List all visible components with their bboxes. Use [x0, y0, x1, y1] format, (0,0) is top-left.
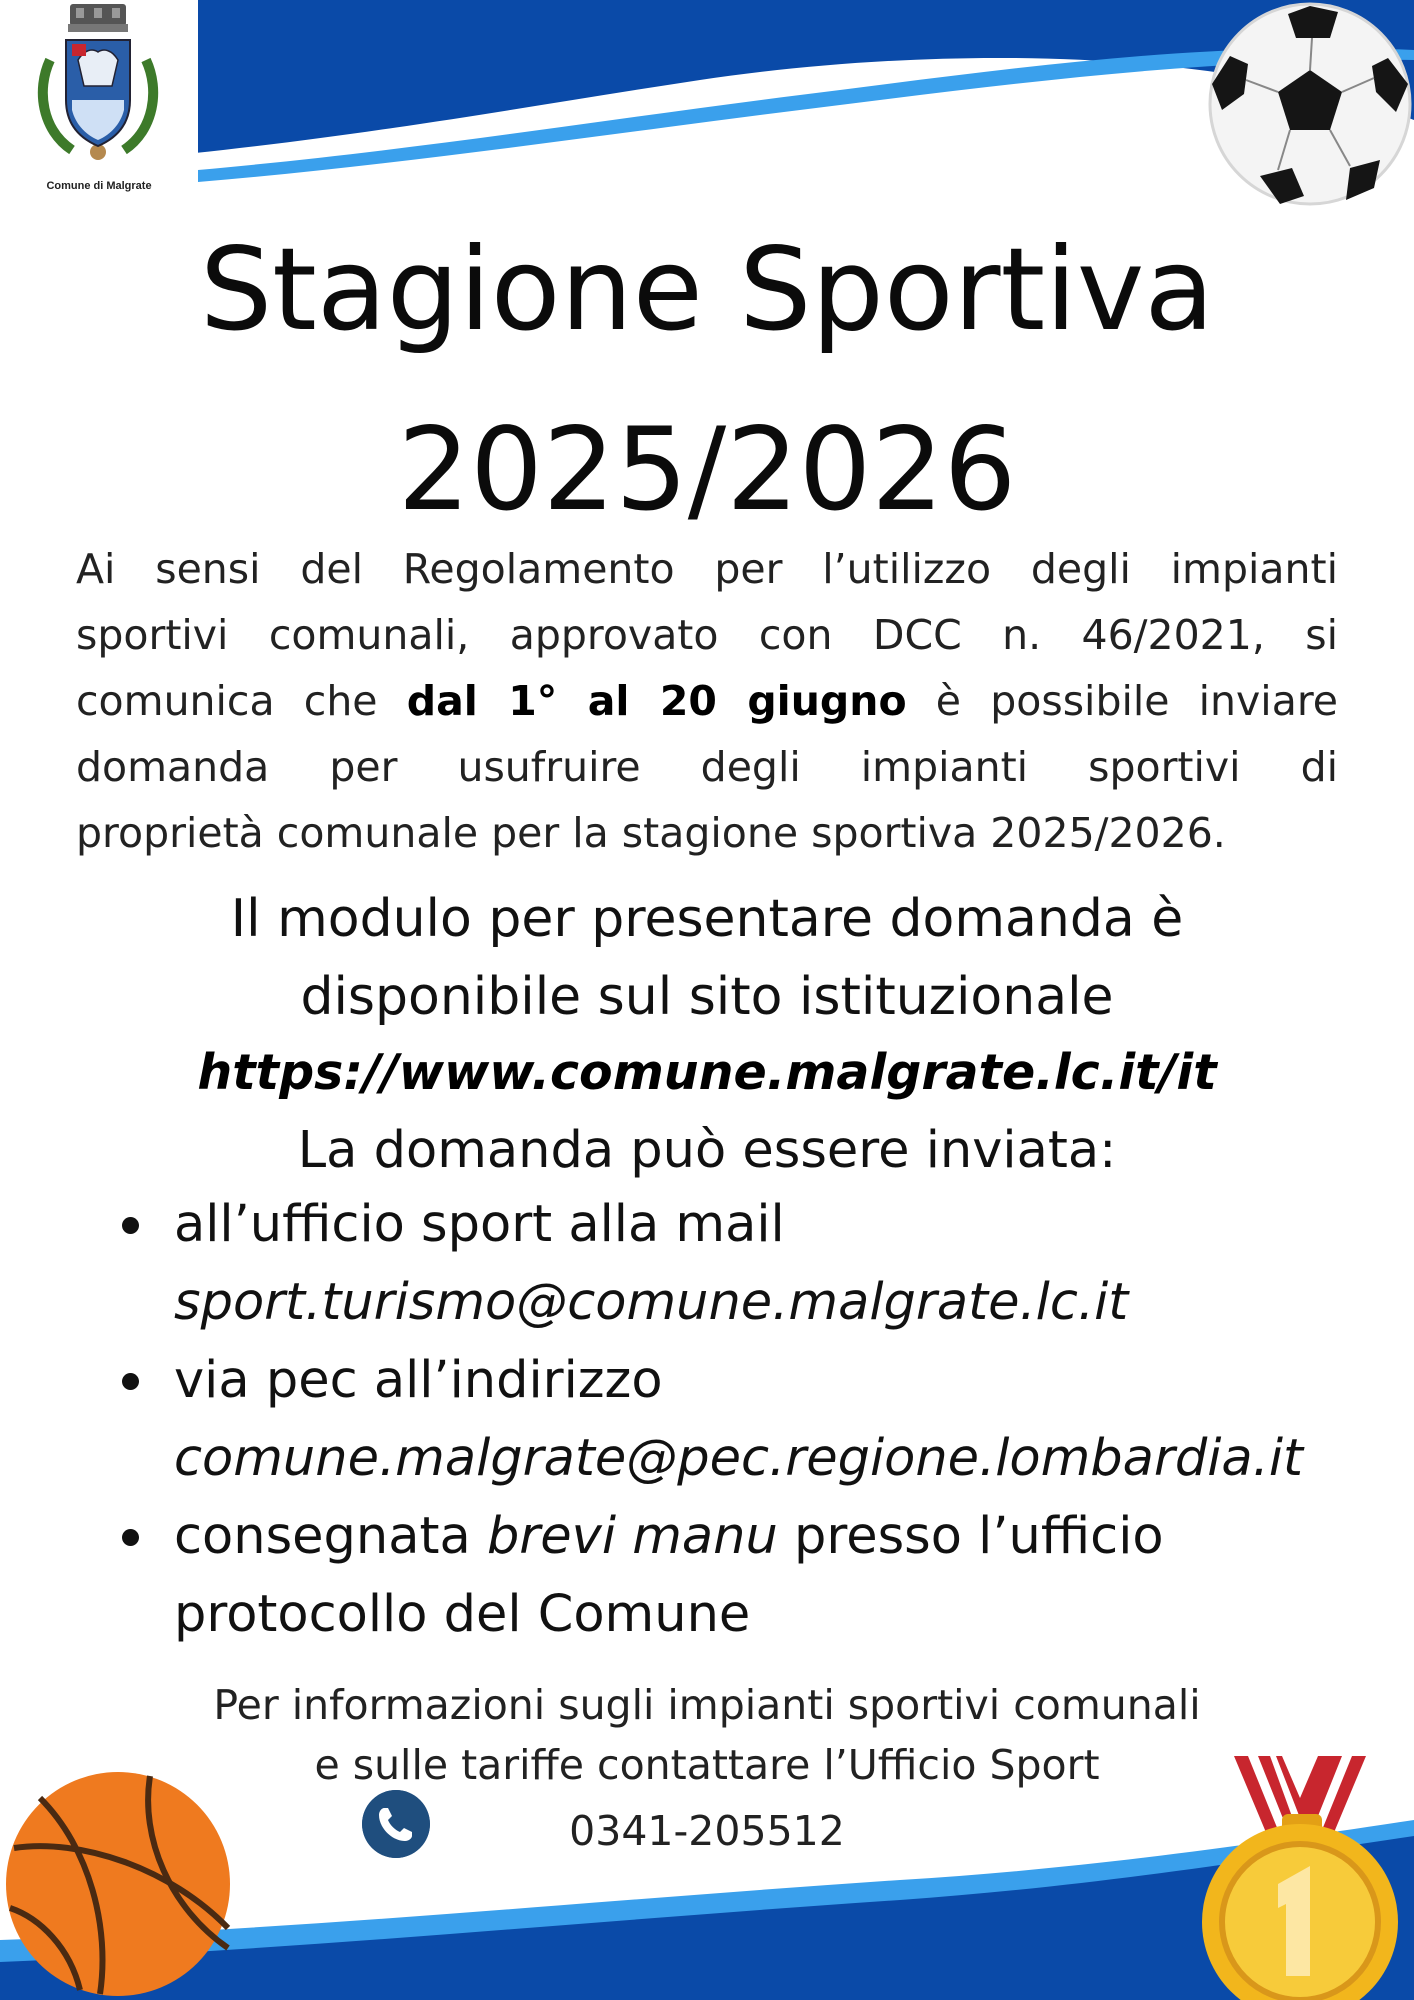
title-line-1: Stagione Sportiva	[199, 223, 1215, 356]
info-text-line-1: Per informazioni sugli impianti sportivi comunali	[213, 1681, 1201, 1729]
method-label-continued: protocollo del Comune	[174, 1585, 751, 1644]
intro-paragraph	[76, 536, 1338, 866]
intro-line-1: Ai sensi del Regolamento per l’utilizzo degli impianti	[76, 545, 1338, 593]
pec-email-link[interactable]: comune.malgrate@pec.regione.lombardia.it	[174, 1429, 1304, 1488]
send-methods-list	[110, 1186, 1390, 1654]
list-item	[110, 1498, 1390, 1654]
soccer-ball-icon	[1200, 0, 1414, 214]
bullet-icon	[122, 1529, 139, 1546]
page-title	[0, 200, 1414, 560]
phone-number[interactable]: 0341-205512	[569, 1807, 845, 1855]
basketball-icon	[0, 1758, 244, 2000]
municipality-logo	[0, 0, 198, 200]
module-text-line-2: disponibile sul sito istituzionale	[300, 967, 1114, 1027]
website-link[interactable]: https://www.comune.malgrate.lc.it/it	[197, 1044, 1217, 1101]
intro-line-2: sportivi comunali, approvato con DCC n. 46/2021, si	[76, 611, 1338, 659]
logo-caption: Comune di Malgrate	[46, 180, 152, 192]
method-text: consegnata	[174, 1507, 487, 1566]
method-label: via pec all’indirizzo	[174, 1351, 663, 1410]
intro-line-4: domanda per usufruire degli impianti sportivi di	[76, 743, 1338, 791]
method-label	[174, 1498, 1390, 1576]
application-period: dal 1° al 20 giugno	[406, 677, 907, 725]
intro-text: comunica che	[76, 677, 407, 725]
intro-text: è possibile inviare	[906, 677, 1339, 725]
info-text-line-2: e sulle tariffe contattare l’Ufficio Sport	[314, 1741, 1100, 1789]
title-line-2: 2025/2026	[397, 403, 1017, 536]
coat-of-arms-icon	[32, 0, 164, 180]
intro-line-5: proprietà comunale per la stagione sportiva 2025/2026.	[76, 809, 1226, 857]
module-text-line-1: Il modulo per presentare domanda è	[230, 889, 1184, 949]
method-italic-text: brevi manu	[486, 1507, 778, 1566]
list-item	[110, 1186, 1390, 1342]
bullet-icon	[122, 1373, 139, 1390]
send-methods-heading: La domanda può essere inviata:	[297, 1121, 1117, 1180]
list-item	[110, 1342, 1390, 1498]
method-label: all’ufficio sport alla mail	[174, 1195, 785, 1254]
intro-line-3	[76, 668, 1338, 734]
method-text: presso l’ufficio	[777, 1507, 1164, 1566]
medal-icon	[1186, 1756, 1414, 2000]
bullet-icon	[122, 1217, 139, 1234]
email-link[interactable]: sport.turismo@comune.malgrate.lc.it	[174, 1273, 1129, 1332]
